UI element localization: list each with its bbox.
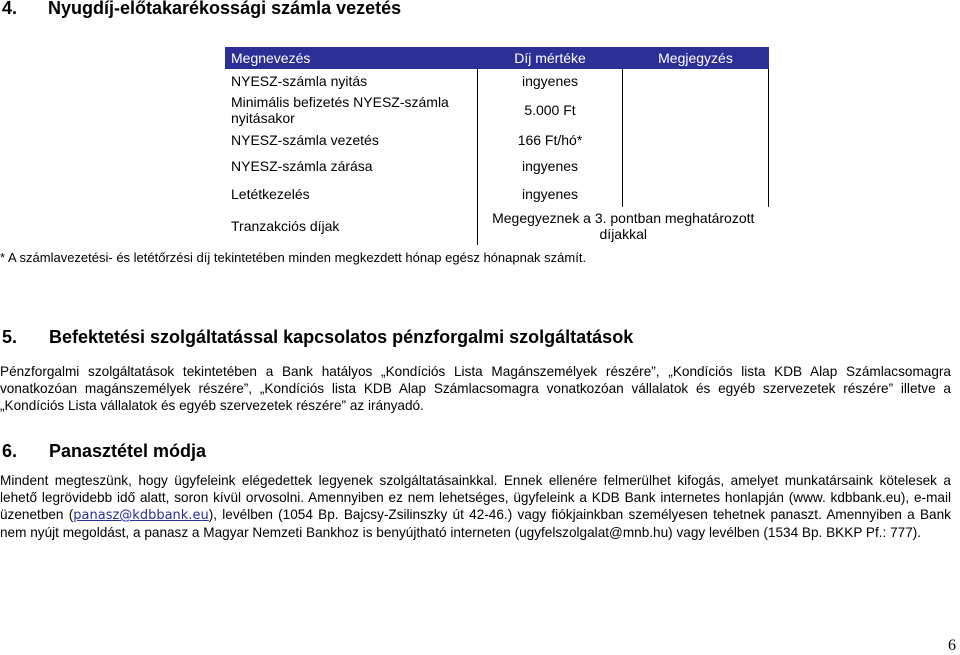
row-note: [623, 128, 769, 152]
table-row: [225, 207, 769, 245]
row-fee: ingyenes: [478, 69, 623, 92]
paragraph-text-before-email: Mindent megteszünk, hogy ügyfeleink elégedettek legyenek szolgáltatásainkkal. Ennek ellenére felmerülhet kifogás, amelyet munkatársaink kötelesek a lehető legrövidebb idő alatt, soron kívül orvosolni. Amennyiben ez nem lehetséges, ügyfeleink a KDB Bank internetes honlapján (www. kdbbank.eu), e-mail üzenetben (: [0, 473, 951, 522]
row-note: [623, 69, 769, 92]
section-5-title: Befektetési szolgáltatással kapcsolatos pénzforgalmi szolgáltatások: [49, 327, 634, 347]
row-note: [623, 152, 769, 180]
row-fee: ingyenes: [478, 152, 623, 180]
table-row: [225, 128, 769, 152]
fee-table-header-row: [225, 47, 769, 69]
row-name: Minimális befizetés NYESZ-számla nyitásakor: [231, 94, 449, 126]
row-note: [623, 180, 769, 207]
section-6-title: Panasztétel módja: [49, 441, 207, 461]
section-6-paragraph: [0, 472, 951, 541]
header-note: Megjegyzés: [623, 47, 769, 69]
page-number: 6: [948, 637, 956, 654]
section-4-number: 4.: [2, 0, 18, 18]
header-name: Megnevezés: [225, 47, 478, 69]
section-5-paragraph: Pénzforgalmi szolgáltatások tekintetében a Bank hatályos „Kondíciós Lista Magánszemélyek részére”, „Kondíciós lista KDB Alap Számlacsomagra vonatkozóan magánszemélyek részére”, „Kondíciós lista KDB Alap Számlacsomagra vonatkozóan vállalatok és egyéb szervezetek részére” illetve a „Kondíciós Lista vállalatok és egyéb szervezetek részére” az irányadó.: [0, 364, 951, 413]
row-fee: 166 Ft/hó*: [478, 128, 623, 152]
row-name: NYESZ-számla vezetés: [231, 132, 379, 148]
table-row: [225, 92, 769, 128]
row-fee: Megegyeznek a 3. pontban meghatározott díjakkal: [478, 207, 769, 245]
section-6-number: 6.: [2, 441, 18, 461]
section-6-heading: [2, 441, 206, 462]
header-fee: Díj mértéke: [478, 47, 623, 69]
row-note: [623, 92, 769, 128]
table-row: [225, 152, 769, 180]
paragraph-text-after-email: ), levélben (1054 Bp. Bajcsy-Zsilinszky út 42-46.) vagy fiókjainkban személyesen tehetnek panaszt. Amennyiben a Bank nem nyújt megoldást, a panasz a Magyar Nemzeti Bankhoz is benyújtható interneten (ugyfelszolgalat@mnb.hu) vagy levélben (1534 Bp. BKKP Pf.: 777).: [0, 507, 951, 540]
section-5-heading: [2, 327, 633, 348]
section-4-title: Nyugdíj-előtakarékossági számla vezetés: [48, 0, 402, 18]
row-name: Letétkezelés: [231, 185, 310, 202]
table-row: [225, 180, 769, 207]
row-fee: 5.000 Ft: [478, 92, 623, 128]
row-name: NYESZ-számla zárása: [231, 158, 373, 174]
row-name: NYESZ-számla nyitás: [231, 72, 368, 89]
table-row: [225, 69, 769, 92]
footnote: * A számlavezetési- és letétőrzési díj tekintetében minden megkezdett hónap egész hónapnak számít.: [0, 250, 587, 265]
section-4-heading: [2, 0, 401, 19]
complaint-email-link[interactable]: panasz@kdbbank.eu: [73, 508, 209, 523]
row-name: Tranzakciós díjak: [231, 218, 340, 234]
section-5-number: 5.: [2, 327, 18, 347]
fee-table: [225, 47, 769, 245]
row-fee: ingyenes: [478, 180, 623, 207]
